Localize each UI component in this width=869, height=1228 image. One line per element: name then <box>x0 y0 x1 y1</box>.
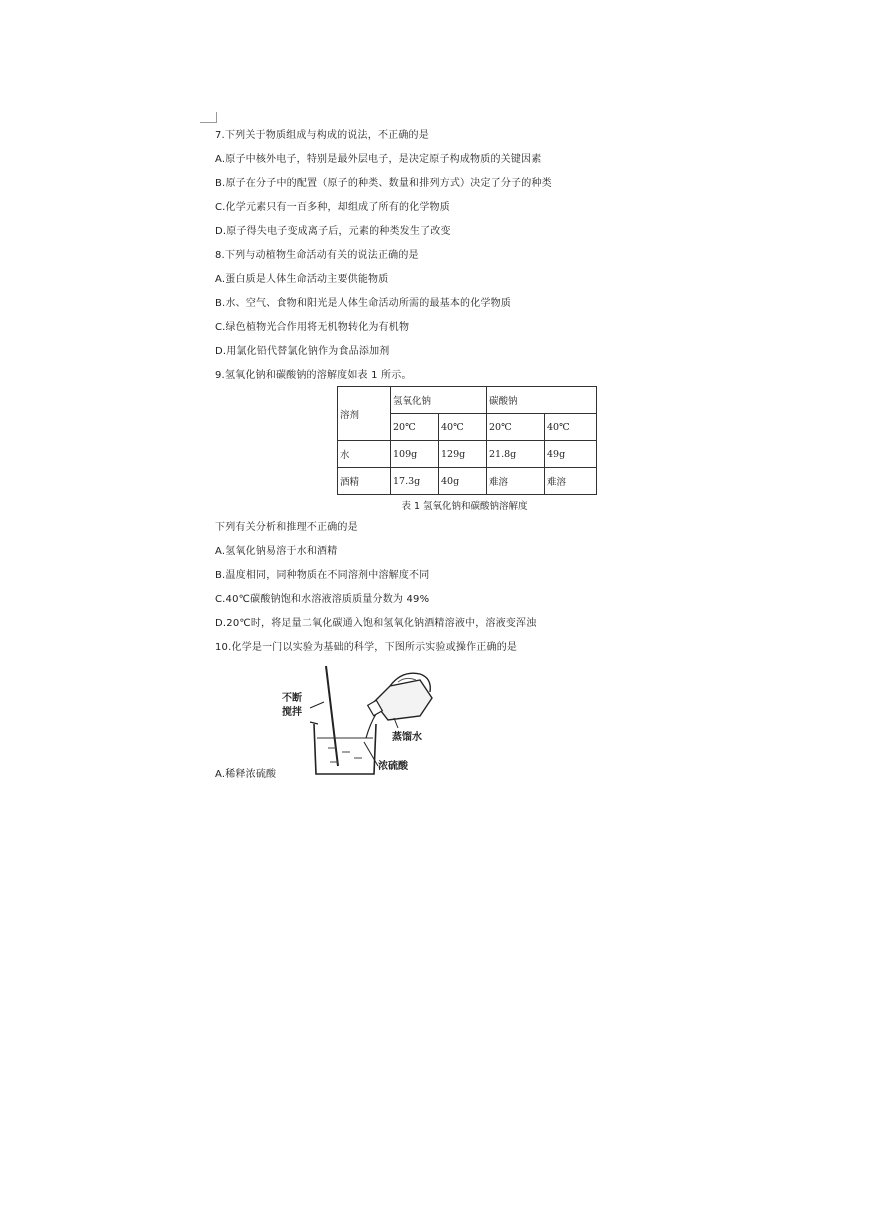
q9-prompt: 下列有关分析和推理不正确的是 <box>215 522 358 533</box>
label-stir: 不断搅拌 <box>282 693 302 718</box>
q9-option-b: B.温度相同，同种物质在不同溶剂中溶解度不同 <box>215 570 430 581</box>
table-header-na2co3: 碳酸钠 <box>487 387 597 414</box>
q7-option-c: C.化学元素只有一百多种，却组成了所有的化学物质 <box>215 202 450 213</box>
table-cell: 水 <box>338 441 391 468</box>
table-row <box>338 468 597 495</box>
beaker-illustration <box>270 662 450 780</box>
q7-option-b: B.原子在分子中的配置（原子的种类、数量和排列方式）决定了分子的种类 <box>215 178 552 189</box>
table-cell: 难溶 <box>487 468 545 495</box>
table-cell: 129g <box>439 441 487 468</box>
label-distilled-water: 蒸馏水 <box>392 732 422 743</box>
q10-option-a: A.稀释浓硫酸 <box>215 769 277 780</box>
q7-option-d: D.原子得失电子变成离子后，元素的种类发生了改变 <box>215 226 451 237</box>
q9-stem: 9.氢氧化钠和碳酸钠的溶解度如表 1 所示。 <box>215 370 412 381</box>
q8-option-d: D.用氯化铅代替氯化钠作为食品添加剂 <box>215 346 390 357</box>
page-corner-mark <box>200 112 217 123</box>
q8-option-a: A.蛋白质是人体生命活动主要供能物质 <box>215 274 389 285</box>
table-header-naoh: 氢氧化钠 <box>391 387 487 414</box>
q9-option-a: A.氢氧化钠易溶于水和酒精 <box>215 546 338 557</box>
q9-option-c: C.40℃碳酸钠饱和水溶液溶质质量分数为 49% <box>215 594 430 605</box>
q8-stem: 8.下列与动植物生命活动有关的说法正确的是 <box>215 250 419 261</box>
table-temp-cell: 40℃ <box>439 414 487 441</box>
table-cell: 40g <box>439 468 487 495</box>
table-header-solvent: 溶剂 <box>338 387 391 441</box>
q7-stem: 7.下列关于物质组成与构成的说法，不正确的是 <box>215 130 429 141</box>
q9-option-d: D.20℃时，将足量二氧化碳通入饱和氢氧化钠酒精溶液中，溶液变浑浊 <box>215 618 537 629</box>
table-temp-cell: 40℃ <box>545 414 597 441</box>
table-cell: 酒精 <box>338 468 391 495</box>
table-cell: 21.8g <box>487 441 545 468</box>
table-cell: 难溶 <box>545 468 597 495</box>
table-cell: 109g <box>391 441 439 468</box>
table-cell: 17.3g <box>391 468 439 495</box>
table-row <box>338 441 597 468</box>
dilution-figure <box>270 662 450 780</box>
q7-option-a: A.原子中核外电子，特别是最外层电子，是决定原子构成物质的关键因素 <box>215 154 542 165</box>
table-temp-cell: 20℃ <box>391 414 439 441</box>
q8-option-c: C.绿色植物光合作用将无机物转化为有机物 <box>215 322 410 333</box>
q10-stem: 10.化学是一门以实验为基础的科学，下图所示实验或操作正确的是 <box>215 642 518 653</box>
q8-option-b: B.水、空气、食物和阳光是人体生命活动所需的最基本的化学物质 <box>215 298 512 309</box>
table-temp-cell: 20℃ <box>487 414 545 441</box>
table-caption: 表 1 氢氧化钠和碳酸钠溶解度 <box>401 501 528 512</box>
label-conc-sulfuric-acid: 浓硫酸 <box>378 761 408 772</box>
table-cell: 49g <box>545 441 597 468</box>
solubility-table <box>337 386 597 495</box>
